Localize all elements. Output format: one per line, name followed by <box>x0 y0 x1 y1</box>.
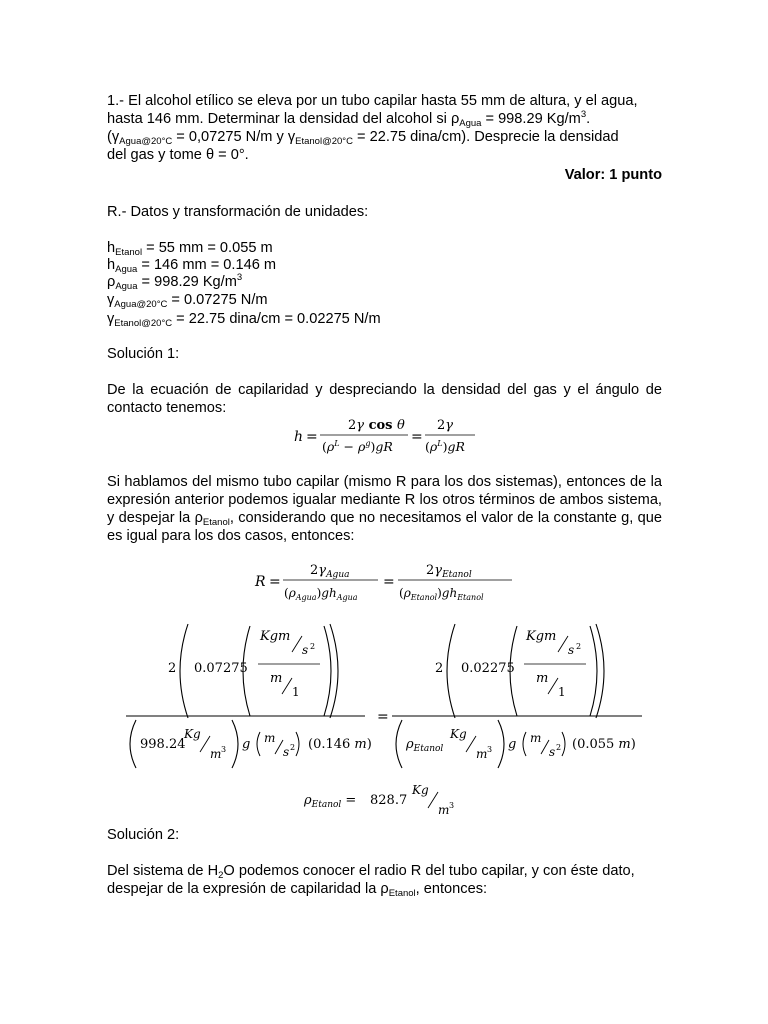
svg-text:=: = <box>306 429 318 445</box>
paragraph-text: despejar de la expresión de capilaridad la ρ <box>107 881 389 897</box>
subscript: Agua <box>115 264 138 275</box>
svg-text:s: s <box>302 643 309 657</box>
subscript: Etanol <box>202 517 230 528</box>
svg-text:3: 3 <box>487 745 493 754</box>
data-symbol: h <box>107 257 116 273</box>
svg-text:2: 2 <box>556 743 562 752</box>
svg-text:m: m <box>270 671 283 686</box>
svg-text:g: g <box>242 737 251 752</box>
data-item <box>107 256 276 274</box>
data-item <box>107 273 242 291</box>
svg-text:(0.055 m): (0.055 m) <box>572 737 636 752</box>
data-symbol: γ <box>107 311 115 327</box>
problem-text: 1.- El alcohol etílico se eleva por un tubo capilar hasta 55 mm de altura, y el agua, <box>107 93 638 109</box>
subscript: Agua <box>115 281 138 292</box>
two-right: 2 <box>435 661 444 676</box>
gamma-ethanol-value: 0.02275 <box>461 661 515 676</box>
solution-1-paragraph-1: De la ecuación de capilaridad y despreciando la densidad del gas y el ángulo de contacto tenemos: <box>107 382 662 416</box>
problem-text: del gas y tome θ = 0°. <box>107 147 249 163</box>
h-water-value: (0.146 <box>308 737 355 752</box>
capillarity-equation <box>290 414 490 456</box>
data-item <box>107 291 268 309</box>
svg-text:s: s <box>549 745 556 759</box>
problem-text: hasta 146 mm. Determinar la densidad del alcohol si ρ <box>107 111 460 127</box>
result-value: 828.7 <box>370 793 408 808</box>
svg-text:m: m <box>476 747 488 761</box>
subscript: Etanol@20°C <box>114 318 173 329</box>
svg-text:m: m <box>210 747 222 761</box>
svg-text:3: 3 <box>221 745 227 754</box>
problem-line-3 <box>107 128 619 146</box>
solution-2-heading: Solución 2: <box>107 827 180 843</box>
svg-text:Kgm: Kgm <box>260 629 291 644</box>
paragraph-text: Del sistema de H <box>107 863 219 879</box>
problem-line-1 <box>107 92 662 110</box>
data-value: = 55 mm = 0.055 m <box>142 240 273 256</box>
solution-1-heading: Solución 1: <box>107 346 180 362</box>
svg-text:h: h <box>294 429 304 445</box>
svg-text:1: 1 <box>558 685 566 699</box>
svg-text:m: m <box>530 731 542 745</box>
problem-text: . <box>586 111 591 127</box>
subscript: Etanol <box>115 247 143 258</box>
svg-text:Kg: Kg <box>412 783 429 797</box>
data-value: = 998.29 Kg/m <box>137 274 237 290</box>
data-item <box>107 310 381 328</box>
svg-text:Kg: Kg <box>450 727 467 741</box>
data-symbol: γ <box>107 292 115 308</box>
svg-text:2γAgua: $2\gamma_{Agua}$ <box>310 563 350 580</box>
result-equation <box>300 778 480 818</box>
svg-text:2γ: 2γ <box>437 418 454 433</box>
superscript: 3 <box>580 109 587 120</box>
svg-text:=: = <box>411 429 423 445</box>
paragraph-text: , entonces: <box>415 881 488 897</box>
h-ethanol-value: (0.055 <box>572 737 619 752</box>
answer-intro: R.- Datos y transformación de unidades: <box>107 204 369 220</box>
data-symbol: h <box>107 240 116 256</box>
svg-text:R: R <box>255 574 266 590</box>
svg-text:m: m <box>536 671 549 686</box>
data-value: = 22.75 dina/cm = 0.02275 N/m <box>172 311 381 327</box>
svg-text:m: m <box>264 731 276 745</box>
svg-text:=: = <box>269 574 281 590</box>
svg-text:m: m <box>438 803 450 817</box>
svg-text:3: 3 <box>449 801 455 810</box>
rho-water-value: 998.24 <box>140 737 186 752</box>
superscript: 3 <box>236 272 243 283</box>
svg-text:Kg: Kg <box>184 727 201 741</box>
problem-text: (γ <box>107 129 120 145</box>
svg-text:2: 2 <box>310 642 316 651</box>
subscript: Agua@20°C <box>119 136 173 147</box>
subscript: Etanol@20°C <box>295 136 353 147</box>
svg-text:=: = <box>377 709 389 725</box>
solution-2-line-2 <box>107 880 487 898</box>
problem-text: = 0,07275 N/m y γ <box>172 129 296 145</box>
subscript: Agua <box>459 118 482 129</box>
numeric-equation <box>120 616 650 776</box>
solution-2-line-1 <box>107 862 635 880</box>
svg-text:=: = <box>383 574 395 590</box>
data-value: = 0.07275 N/m <box>167 292 268 308</box>
paragraph-text: , considerando que no necesitamos el valor de la constante g, que es igual para los dos casos, entonces: <box>107 510 662 544</box>
svg-text:2: 2 <box>576 642 582 651</box>
svg-text:Kgm: Kgm <box>526 629 557 644</box>
svg-text:2γ cos θ: 2γ cos θ <box>348 418 405 433</box>
svg-text:ρEtanol: $\rho_{Etanol}$ <box>406 737 444 754</box>
subscript: Agua@20°C <box>114 299 168 310</box>
two-left: 2 <box>168 661 177 676</box>
data-symbol: ρ <box>107 274 116 290</box>
solution-1-paragraph-2 <box>107 473 662 545</box>
subscript: Etanol <box>388 888 416 899</box>
svg-text:2γEtanol: $2\gamma_{Etanol}$ <box>426 563 472 580</box>
data-item <box>107 239 273 257</box>
svg-text:(ρL)gR: $(\rho^L)gR$ <box>425 439 465 454</box>
subscript: 2 <box>218 870 224 881</box>
score-label: Valor: 1 punto <box>564 167 662 183</box>
svg-text:1: 1 <box>292 685 300 699</box>
svg-text:(ρAgua)ghAgua: $(\rho_{Agua})gh_{Agua}$ <box>284 586 358 602</box>
svg-text:s: s <box>283 745 290 759</box>
svg-text:ρEtanol=: $\rho_{Etanol}$ = <box>304 793 357 810</box>
problem-text: = 998.29 Kg/m <box>481 111 581 127</box>
svg-text:(ρL − ρg)gR: $(\rho^L - \rho^g)gR$ <box>322 439 393 454</box>
problem-text: = 22.75 dina/cm). Desprecie la densidad <box>352 129 619 145</box>
svg-text:(ρEtanol)ghEtanol: $(\rho_{Etanol})gh_{Etanol}$ <box>399 586 484 602</box>
problem-line-2 <box>107 110 590 128</box>
paragraph-text: O podemos conocer el radio R del tubo capilar, y con éste dato, <box>223 863 635 879</box>
svg-text:2: 2 <box>290 743 296 752</box>
svg-text:g: g <box>508 737 517 752</box>
svg-text:s: s <box>568 643 575 657</box>
paragraph-text: Si hablamos del mismo tubo capilar (mismo R para los dos sistemas), entonces de la expresión anterior podemos igualar mediante R los otros términos de ambos sistema, y despejar la ρ <box>107 474 662 526</box>
data-value: = 146 mm = 0.146 m <box>137 257 277 273</box>
svg-text:(0.146 m): (0.146 m) <box>308 737 372 752</box>
problem-line-4 <box>107 146 249 164</box>
gamma-water-value: 0.07275 <box>194 661 248 676</box>
radius-equation <box>250 558 520 604</box>
